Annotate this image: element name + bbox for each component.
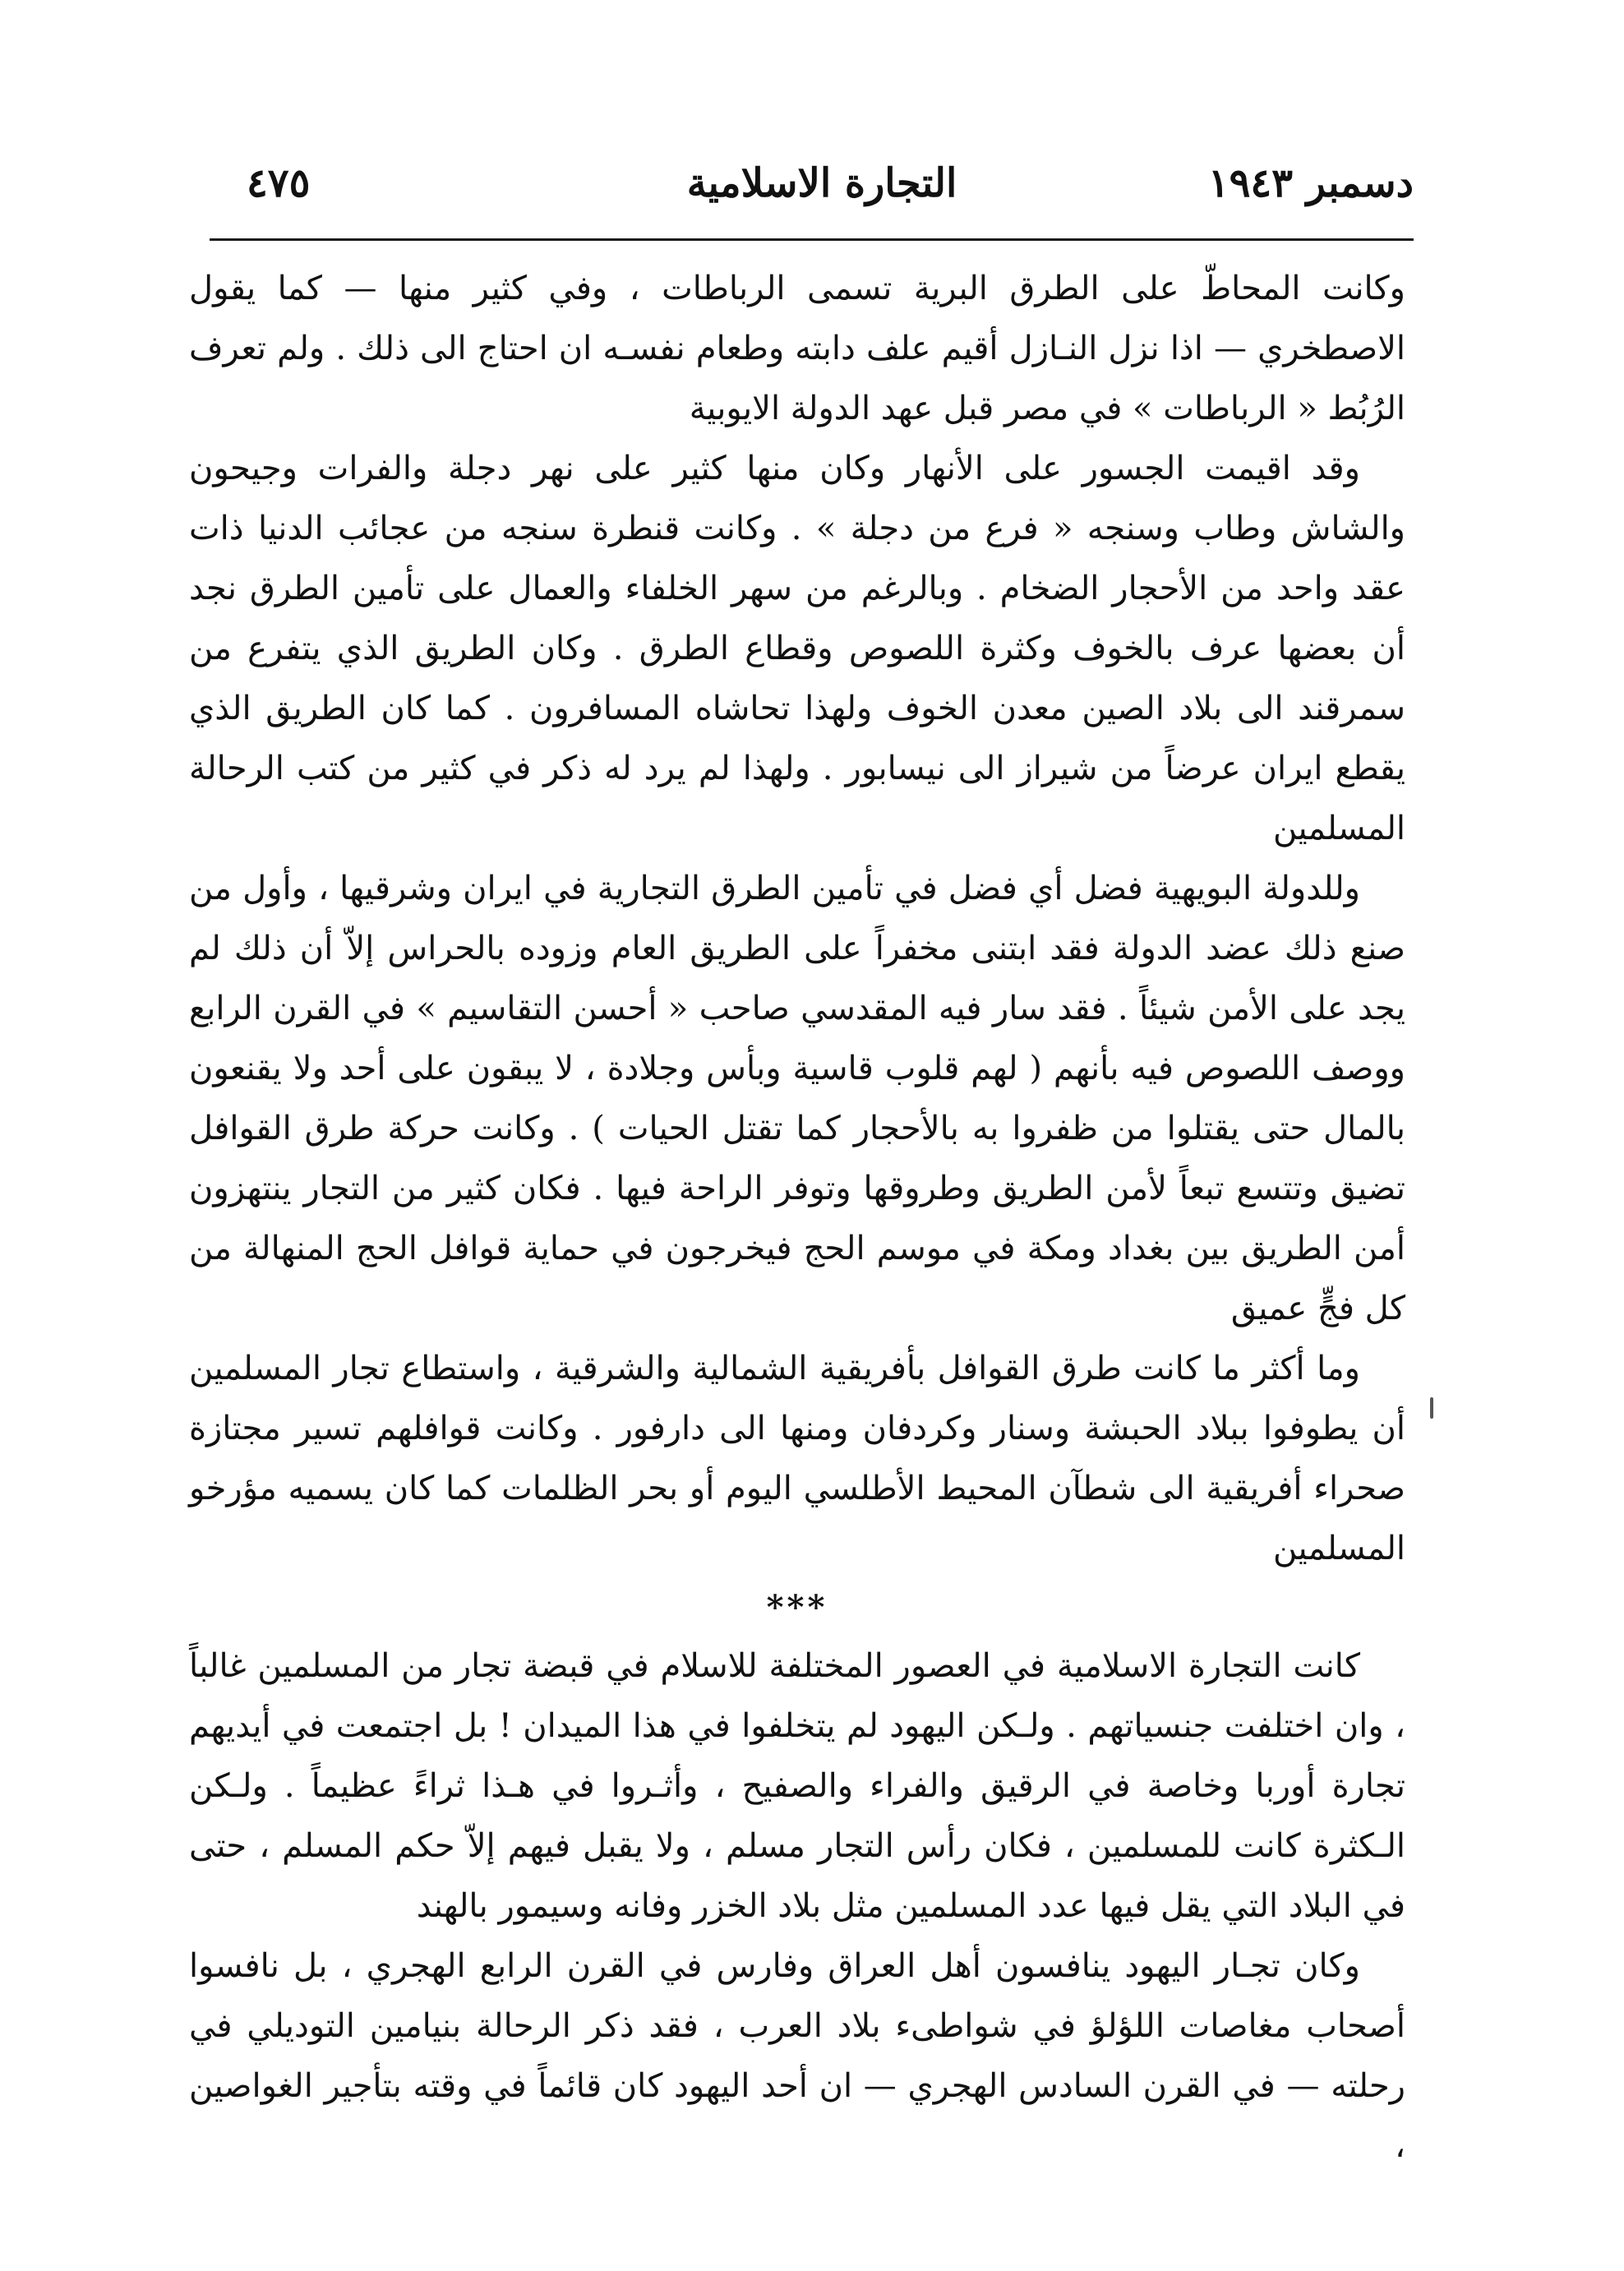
page-number: ٤٧٥ (247, 160, 311, 206)
paragraph-africa: وما أكثر ما كانت طرق القوافل بأفريقية الشمالية والشرقية ، واستطاع تجار المسلمين أن يطوفوا ببلاد الحبشة وسنار وكردفان ومنها الى دارفور . وكانت قوافلهم تسير مجتازة صحراء أفريقية الى شطآن المحيط الأطلسي اليوم أو بحر الظلمات كما كان يسميه مؤرخو المسلمين (189, 1350, 1405, 1567)
paragraph-rubut: وكانت المحاطّ على الطرق البرية تسمى الرباطات ، وفي كثير منها — كما يقول الاصطخري — اذا نزل النـازل أقيم علف دابته وطعام نفسـه ان احتاج الى ذلك . ولم تعرف الرُبُط « الرباطات » في مصر قبل عهد الدولة الايوبية (189, 270, 1405, 427)
paragraph-jews-competition: وكان تجـار اليهود ينافسون أهل العراق وفارس في القرن الرابع الهجري ، بل نافسوا أصحاب مغاصات اللؤلؤ في شواطىء بلاد العرب ، فقد ذكر الرحالة بنيامين التوديلي في رحلته — في القرن السادس الهجري — ان أحد اليهود كان قائماً في وقته بتأجير الغواصين ، (189, 1947, 1405, 2165)
header-rule (210, 238, 1414, 241)
margin-mark (1430, 1397, 1433, 1419)
running-header (214, 152, 1430, 226)
paragraph-buyids: وللدولة البويهية فضل أي فضل في تأمين الطرق التجارية في ايران وشرقيها ، وأول من صنع ذلك عضد الدولة فقد ابتنى مخفراً على الطريق العام وزوده بالحراس إلاّ أن ذلك لم يجد على الأمن شيئاً . فقد سار فيه المقدسي صاحب « أحسن التقاسيم » في القرن الرابع ووصف اللصوص فيه بأنهم ( لهم قلوب قاسية وبأس وجلادة ، لا يبقون على أحد ولا يقنعون بالمال حتى يقتلوا من ظفروا به بالأحجار كما تقتل الحيات ) . وكانت حركة طرق القوافل تضيق وتتسع تبعاً لأمن الطريق وطروقها وتوفر الراحة فيها . فكان كثير من التجار ينتهزون أمن الطريق بين بغداد ومكة في موسم الحج فيخرجون في حماية قوافل الحج المنهالة من كل فجٍّ عميق (189, 870, 1405, 1327)
issue-date: دسمبر ١٩٤٣ (1207, 160, 1414, 206)
paragraph-jews-trade: كانت التجارة الاسلامية في العصور المختلفة للاسلام في قبضة تجار من المسلمين غالباً ، وان اختلفت جنسياتهم . ولـكن اليهود لم يتخلفوا في هذا الميدان ! بل اجتمعت في أيديهم تجارة أوربا وخاصة في الرقيق والفراء والصفيح ، وأثـروا في هـذا ثراءً عظيماً . ولـكن الـكثرة كانت للمسلمين ، فكان رأس التجار مسلم ، ولا يقبل فيهم إلاّ حكم المسلم ، حتى في البلاد التي يقل فيها عدد المسلمين مثل بلاد الخزر وفانه وسيمور بالهند (189, 1647, 1405, 1925)
section-separator: *** (766, 1588, 828, 1627)
running-title: التجارة الاسلامية (686, 160, 957, 206)
paragraph-bridges: وقد اقيمت الجسور على الأنهار وكان منها كثير على نهر دجلة والفرات وجيحون والشاش وطاب وسنجه « فرع من دجلة » . وكانت قنطرة سنجه من عجائب الدنيا ذات عقد واحد من الأحجار الضخام . وبالرغم من سهر الخلفاء والعمال على تأمين الطرق نجد أن بعضها عرف بالخوف وكثرة اللصوص وقطاع الطرق . وكان الطريق الذي يتفرع من سمرقند الى بلاد الصين معدن الخوف ولهذا تحاشاه المسافرون . كما كان الطريق الذي يقطع ايران عرضاً من شيراز الى نيسابور . ولهذا لم يرد له ذكر في كثير من كتب الرحالة المسلمين (189, 450, 1405, 847)
article-body (189, 259, 1405, 2176)
